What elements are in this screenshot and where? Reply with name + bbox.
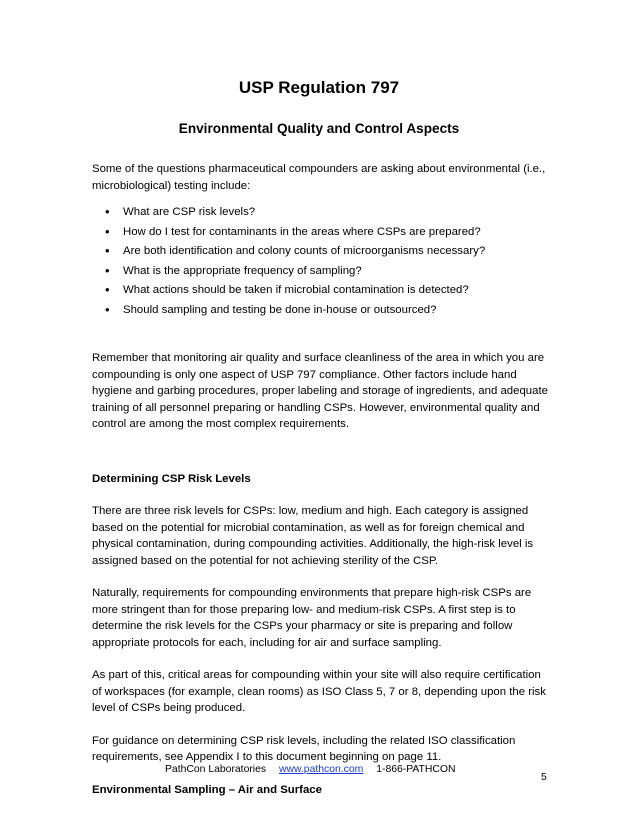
page-title: USP Regulation 797: [238, 78, 400, 97]
section-heading-risk-levels: Determining CSP Risk Levels: [92, 472, 251, 485]
risk-levels-paragraph: There are three risk levels for CSPs: low, medium and high. Each category is assigned based on the potential for microbial contamination, as well as for foreign chemical and physical contamination, during compounding activities. Additionally, the high-risk level is assigned based on the potential for not achieving sterility of the CSP.: [92, 505, 534, 567]
list-item: [100, 301, 552, 321]
bullet-icon: •: [105, 223, 110, 239]
list-item: [100, 262, 552, 282]
page-subtitle: Environmental Quality and Control Aspects: [178, 121, 460, 136]
list-item-text: What is the appropriate frequency of sampling?: [123, 264, 362, 277]
page-footer: [165, 764, 466, 775]
bullet-icon: •: [105, 262, 110, 278]
page-number: 5: [541, 772, 547, 783]
bullet-icon: •: [105, 243, 110, 258]
list-item: [100, 281, 552, 301]
compliance-paragraph: Remember that monitoring air quality and surface cleanliness of the area in which you are compounding is only one aspect of USP 797 compliance. Other factors include hand hygiene and garbing procedures, proper labeling and storage of ingredients, and adequate training of all personnel preparing or handling CSPs. However, environmental quality and control are among the most complex requirements.: [92, 352, 548, 430]
list-item-text: Are both identification and colony counts of microorganisms necessary?: [123, 245, 486, 257]
list-item: [100, 223, 552, 243]
bullet-icon: •: [105, 282, 110, 297]
certification-paragraph: As part of this, critical areas for compounding within your site will also require certification of workspaces (for example, clean rooms) as ISO Class 5, 7 or 8, depending upon the risk level of CSPs being produced.: [92, 669, 546, 714]
list-item-text: Should sampling and testing be done in-house or outsourced?: [123, 303, 437, 316]
footer-company: PathCon Laboratories: [165, 764, 267, 775]
list-item: [100, 242, 552, 262]
question-list: [92, 203, 552, 320]
section-heading-sampling: Environmental Sampling – Air and Surface: [92, 783, 322, 796]
document-body: [92, 161, 552, 798]
bullet-icon: •: [105, 204, 110, 219]
requirements-paragraph: Naturally, requirements for compounding environments that prepare high-risk CSPs are more stringent than for those preparing low- and medium-risk CSPs. A first step is to determine the risk levels for the CSPs your pharmacy or site is preparing and follow appropriate protocols for each, including for air and surface sampling.: [92, 587, 532, 649]
footer-phone: 1-866-PATHCON: [376, 764, 456, 775]
list-item-text: What actions should be taken if microbial contamination is detected?: [123, 284, 469, 296]
list-item-text: How do I test for contaminants in the areas where CSPs are prepared?: [123, 225, 481, 238]
footer-website-link[interactable]: www.pathcon.com: [278, 764, 364, 775]
guidance-paragraph: For guidance on determining CSP risk levels, including the related ISO classification requirements, see Appendix I to this document beginning on page 11.: [92, 734, 516, 763]
list-item-text: What are CSP risk levels?: [123, 206, 256, 218]
list-item: [100, 203, 552, 223]
bullet-icon: •: [105, 301, 110, 317]
intro-paragraph: Some of the questions pharmaceutical compounders are asking about environmental (i.e., microbiological) testing include:: [92, 163, 546, 192]
